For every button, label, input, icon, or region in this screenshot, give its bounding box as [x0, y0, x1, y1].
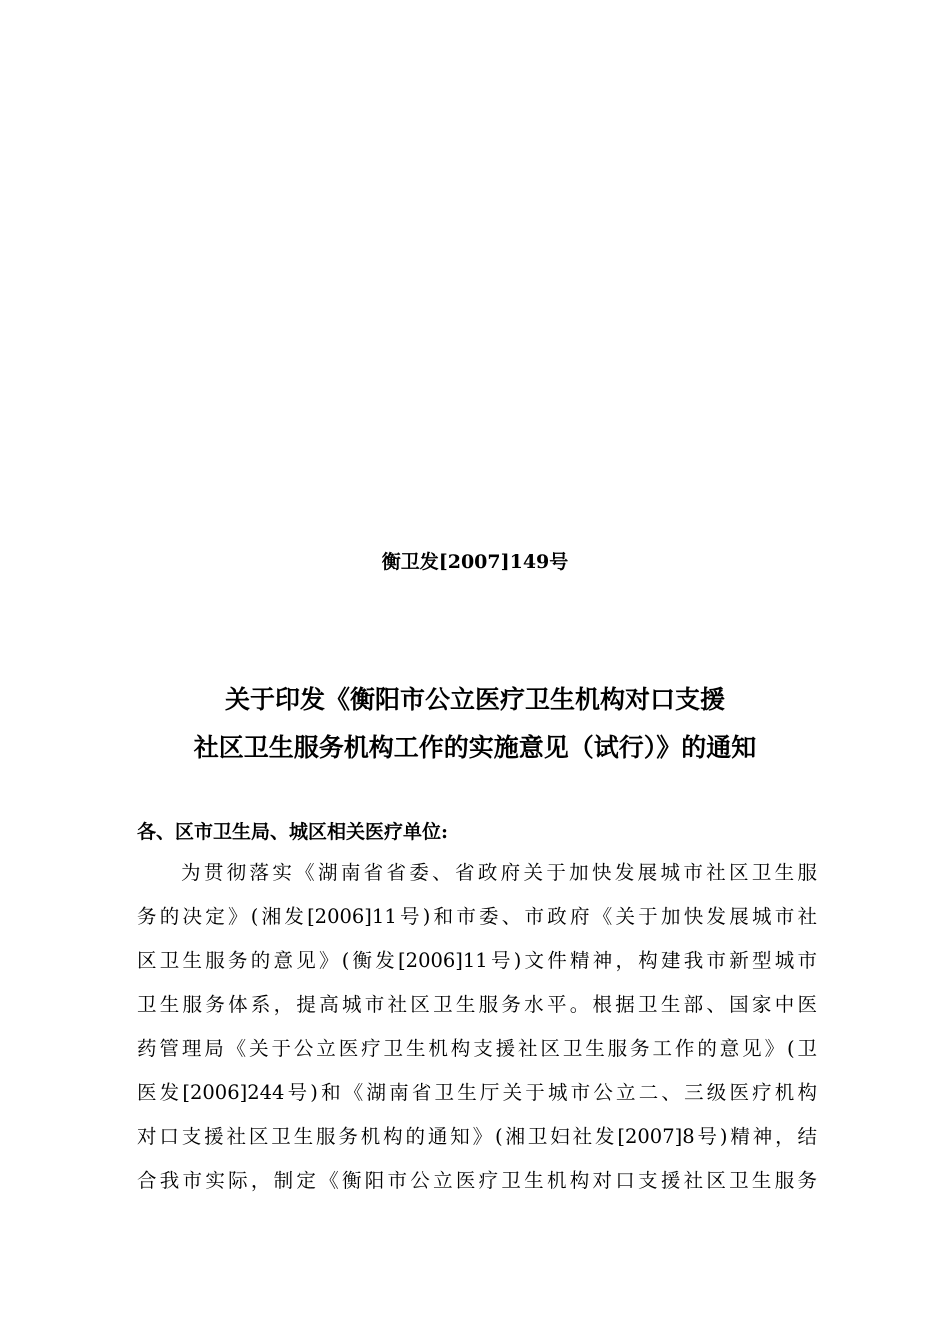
body-line: 药管理局《关于公立医疗卫生机构支援社区卫生服务工作的意见》(卫: [137, 1037, 817, 1060]
body-line: 务的决定》(湘发[2006]11号)和市委、市政府《关于加快发展城市社: [137, 905, 817, 928]
document-number: 衡卫发[2007]149号: [381, 551, 569, 573]
body-line: 为贯彻落实《湖南省省委、省政府关于加快发展城市社区卫生服: [181, 861, 817, 884]
body-paragraph: [137, 856, 817, 1208]
title-line-2: 社区卫生服务机构工作的实施意见（试行）》的通知: [193, 733, 757, 762]
body-line: 卫生服务体系，提高城市社区卫生服务水平。根据卫生部、国家中医: [137, 993, 817, 1016]
document-title: [60, 676, 890, 772]
body-line: 医发[2006]244号)和《湖南省卫生厅关于城市公立二、三级医疗机构: [137, 1081, 817, 1104]
salutation: 各、区市卫生局、城区相关医疗单位:: [137, 821, 449, 843]
body-line: 合我市实际，制定《衡阳市公立医疗卫生机构对口支援社区卫生服务: [137, 1169, 817, 1192]
title-line-1: 关于印发《衡阳市公立医疗卫生机构对口支援: [224, 685, 725, 714]
body-line: 区卫生服务的意见》(衡发[2006]11号)文件精神，构建我市新型城市: [137, 949, 817, 972]
body-line: 对口支援社区卫生服务机构的通知》(湘卫妇社发[2007]8号)精神，结: [137, 1125, 817, 1148]
